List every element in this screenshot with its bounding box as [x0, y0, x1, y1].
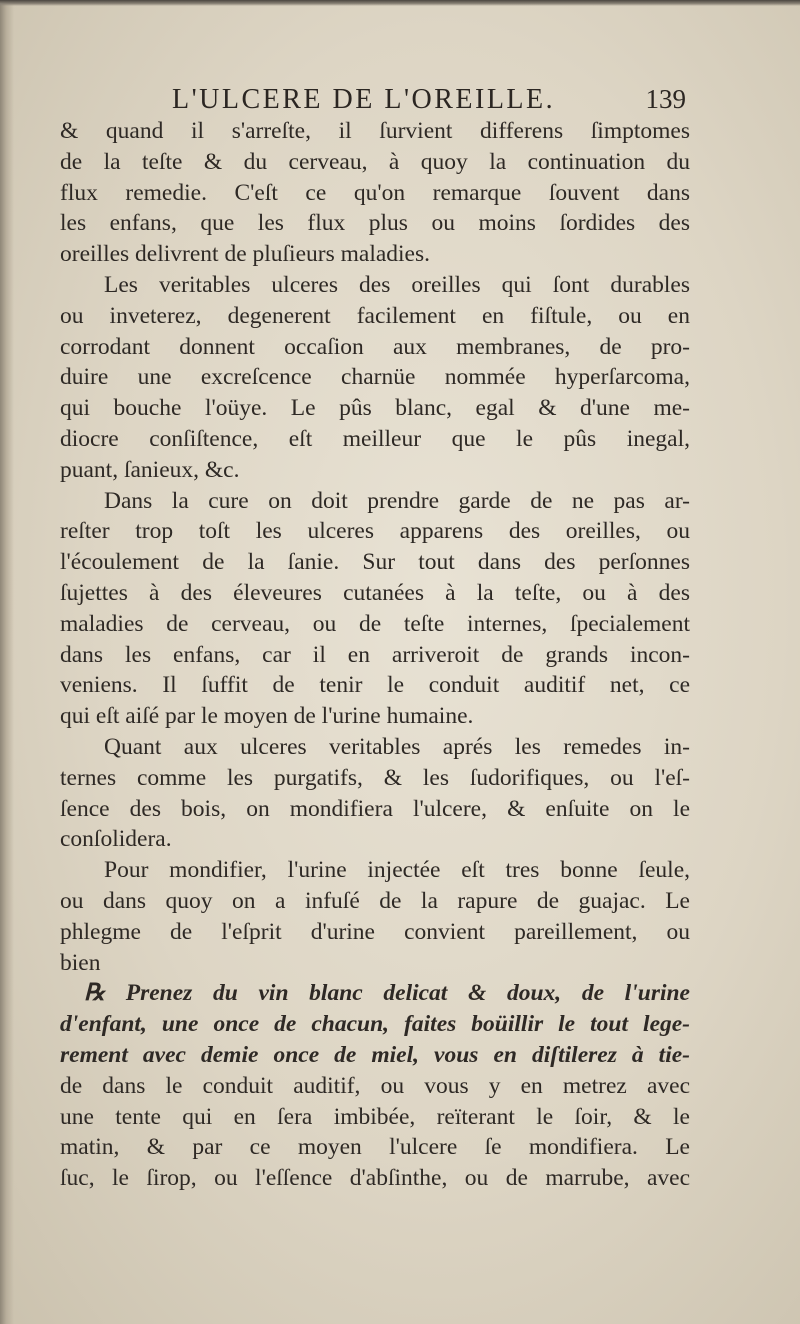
text-line: conſolidera. [60, 826, 172, 853]
text-line: corrodant donnent occaſion aux membranes, de pro- [60, 333, 690, 360]
text-line: Dans la cure on doit prendre garde de ne pas ar- [104, 487, 690, 514]
text-line: ou inveterez, degenerent facilement en fiſtule, ou en [60, 302, 690, 329]
text-line: de dans le conduit auditif, ou vous y en metrez avec [60, 1072, 690, 1099]
text-line: puant, ſanieux, &c. [60, 456, 240, 483]
text-line: Quant aux ulceres veritables aprés les remedes in- [104, 733, 690, 760]
recipe-line: ℞ Prenez du vin blanc delicat & doux, de l'urine [84, 980, 690, 1007]
page-top-edge [0, 0, 800, 6]
text-line: de la teſte & du cerveau, à quoy la continuation du [60, 148, 690, 175]
text-line: ſuc, le ſirop, ou l'eſſence d'abſinthe, ou de marrube, avec [60, 1165, 690, 1192]
text-line: reſter trop toſt les ulceres apparens des oreilles, ou [60, 518, 690, 545]
text-line: diocre conſiſtence, eſt meilleur que le pûs inegal, [60, 425, 690, 452]
text-line: qui bouche l'oüye. Le pûs blanc, egal & d'une me- [60, 395, 690, 422]
page-gutter-shadow [0, 0, 14, 1324]
text-line: Les veritables ulceres des oreilles qui ſont durables [104, 271, 690, 298]
running-head: L'ULCERE DE L'OREILLE. [172, 84, 556, 115]
text-line: matin, & par ce moyen l'ulcere ſe mondifiera. Le [60, 1134, 690, 1161]
page-number: 139 [645, 84, 686, 114]
text-line: phlegme de l'eſprit d'urine convient pareillement, ou [60, 918, 690, 945]
text-line: & quand il s'arreſte, il ſurvient differens ſimptomes [60, 118, 690, 144]
text-line: une tente qui en ſera imbibée, reïterant le ſoir, & le [60, 1103, 690, 1130]
text-line: ſujettes à des éleveures cutanées à la teſte, ou à des [60, 579, 690, 606]
text-line: oreilles delivrent de pluſieurs maladies. [60, 241, 431, 268]
body-text [60, 116, 690, 1194]
text-line: duire une excreſcence charnüe nommée hyperſarcoma, [60, 364, 690, 391]
recipe-line: rement avec demie once de miel, vous en diſtilerez à tie- [60, 1041, 690, 1068]
text-line: maladies de cerveau, ou de teſte internes, ſpecialement [60, 610, 690, 637]
text-line: ou dans quoy on a infuſé de la rapure de guajac. Le [60, 887, 690, 914]
text-line: les enfans, que les flux plus ou moins ſordides des [60, 210, 690, 237]
text-line: Pour mondifier, l'urine injectée eſt tres bonne ſeule, [104, 857, 690, 884]
page-header [160, 82, 690, 116]
text-line: ternes comme les purgatifs, & les ſudorifiques, ou l'eſ- [60, 764, 690, 791]
text-line: dans les enfans, car il en arriveroit de grands incon- [60, 641, 690, 668]
text-line: qui eſt aiſé par le moyen de l'urine humaine. [60, 703, 474, 730]
text-line: ſence des bois, on mondifiera l'ulcere, & enſuite on le [60, 795, 690, 822]
recipe-line: d'enfant, une once de chacun, faites boüillir le tout lege- [60, 1011, 690, 1038]
text-line: veniens. Il ſuffit de tenir le conduit auditif net, ce [60, 672, 690, 699]
text-line: flux remedie. C'eſt ce qu'on remarque ſouvent dans [60, 179, 690, 206]
text-line: l'écoulement de la ſanie. Sur tout dans des perſonnes [60, 549, 690, 576]
text-line: bien [60, 949, 101, 976]
